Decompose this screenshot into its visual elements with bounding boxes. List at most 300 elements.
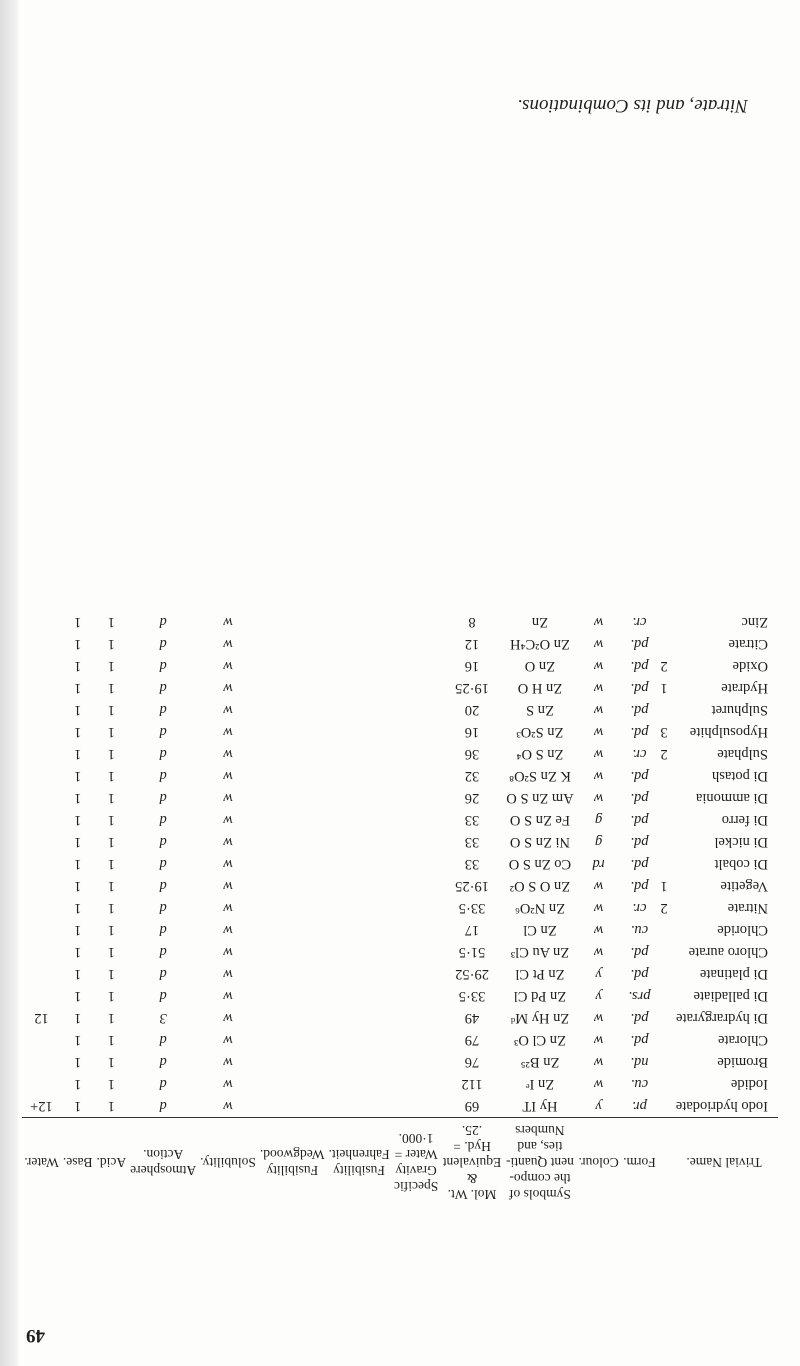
row-specific-gravity	[392, 721, 441, 743]
row-solubility: w	[223, 790, 233, 807]
row-base: 1	[74, 746, 82, 763]
row-fusibility-wedgwood	[258, 633, 327, 655]
row-name: Sulphate	[717, 746, 768, 763]
row-solubility: w	[223, 1098, 233, 1115]
table-header-row	[22, 1118, 778, 1207]
row-form: pd.	[630, 1032, 649, 1049]
row-form: cu.	[630, 1076, 649, 1093]
row-form: nd.	[630, 1054, 649, 1071]
row-form: pd.	[630, 834, 649, 851]
row-atmosphere-action: d	[159, 1098, 167, 1115]
row-acid: 1	[107, 790, 115, 807]
row-acid: 1	[107, 944, 115, 961]
row-form: pd.	[630, 658, 649, 675]
row-name: Di ammonia	[695, 790, 768, 807]
row-colour: w	[593, 900, 604, 917]
row-water	[22, 655, 61, 677]
row-specific-gravity	[392, 1029, 441, 1051]
row-mol-wt: 69	[464, 1098, 480, 1115]
row-fusibility-wedgwood	[258, 655, 327, 677]
row-mol-wt: 79	[464, 1032, 480, 1049]
row-mol-wt: 36	[464, 746, 480, 763]
row-form: pd.	[630, 812, 649, 829]
row-solubility: w	[223, 878, 233, 895]
row-base: 1	[74, 702, 82, 719]
row-name: Hydrate	[721, 680, 768, 697]
row-acid: 1	[107, 812, 115, 829]
row-solubility: w	[223, 702, 233, 719]
row-base: 1	[74, 724, 82, 741]
row-number: 2	[660, 746, 668, 763]
row-symbols: Zn O²C⁴H	[510, 636, 570, 653]
row-fusibility-wedgwood	[258, 985, 327, 1007]
row-name: Di ferro	[721, 812, 768, 829]
row-fusibility-wedgwood	[258, 963, 327, 985]
row-atmosphere-action: d	[159, 658, 167, 675]
row-form: cu.	[630, 922, 649, 939]
row-atmosphere-action: d	[159, 900, 167, 917]
row-water: 12	[34, 1010, 49, 1027]
row-atmosphere-action: d	[159, 636, 167, 653]
row-fusibility	[326, 941, 391, 963]
row-symbols: Zn S	[526, 702, 554, 719]
table-row	[22, 699, 778, 721]
row-colour: rd	[592, 856, 605, 873]
row-specific-gravity	[392, 1095, 441, 1118]
row-water	[22, 853, 61, 875]
header-form: Form.	[621, 1118, 658, 1207]
row-water	[22, 633, 61, 655]
row-atmosphere-action: d	[159, 768, 167, 785]
row-fusibility-wedgwood	[258, 831, 327, 853]
row-water	[22, 743, 61, 765]
row-base: 1	[74, 900, 82, 917]
row-colour: w	[593, 658, 604, 675]
row-fusibility	[326, 1095, 391, 1118]
row-fusibility	[326, 655, 391, 677]
row-mol-wt: 29·52	[455, 966, 489, 983]
row-water	[22, 721, 61, 743]
row-number	[658, 633, 670, 655]
row-solubility: w	[223, 988, 233, 1005]
row-mol-wt: 33·5	[458, 900, 486, 917]
row-number	[658, 853, 670, 875]
row-mol-wt: 33	[464, 812, 480, 829]
header-water: Water.	[22, 1118, 61, 1207]
row-mol-wt: 33·5	[458, 988, 486, 1005]
row-water	[22, 1073, 61, 1095]
row-fusibility	[326, 1007, 391, 1029]
row-number	[658, 765, 670, 787]
table-row	[22, 787, 778, 809]
row-solubility: w	[223, 834, 233, 851]
row-colour: w	[593, 768, 604, 785]
row-specific-gravity	[392, 655, 441, 677]
row-mol-wt: 16	[464, 658, 480, 675]
row-base: 1	[74, 1054, 82, 1071]
row-fusibility-wedgwood	[258, 1073, 327, 1095]
row-water	[22, 941, 61, 963]
row-name: Di nickel	[714, 834, 768, 851]
row-number: 1	[660, 680, 668, 697]
row-base: 1	[74, 680, 82, 697]
row-fusibility	[326, 633, 391, 655]
row-acid: 1	[107, 834, 115, 851]
row-water	[22, 985, 61, 1007]
row-solubility: w	[223, 1076, 233, 1093]
row-solubility: w	[223, 1054, 233, 1071]
table-row	[22, 919, 778, 941]
row-base: 1	[74, 812, 82, 829]
row-water	[22, 919, 61, 941]
row-atmosphere-action: d	[159, 702, 167, 719]
row-form: pd.	[630, 702, 649, 719]
row-base: 1	[74, 1032, 82, 1049]
row-atmosphere-action: d	[159, 966, 167, 983]
chemical-table	[22, 611, 778, 1206]
row-atmosphere-action: d	[159, 746, 167, 763]
row-atmosphere-action: d	[159, 878, 167, 895]
table-row	[22, 721, 778, 743]
row-base: 1	[74, 988, 82, 1005]
row-colour: w	[593, 790, 604, 807]
row-number	[658, 963, 670, 985]
row-symbols: Zn Cl	[523, 922, 557, 939]
row-fusibility	[326, 875, 391, 897]
row-fusibility-wedgwood	[258, 611, 327, 633]
header-trivial-name: Trivial Name.	[670, 1118, 778, 1207]
table-row	[22, 853, 778, 875]
row-number	[658, 1095, 670, 1118]
row-fusibility-wedgwood	[258, 941, 327, 963]
row-number	[658, 831, 670, 853]
row-specific-gravity	[392, 963, 441, 985]
row-acid: 1	[107, 702, 115, 719]
row-acid: 1	[107, 680, 115, 697]
row-number	[658, 941, 670, 963]
row-number	[658, 699, 670, 721]
row-atmosphere-action: d	[159, 790, 167, 807]
table-row	[22, 941, 778, 963]
row-name: Di potash	[712, 768, 768, 785]
row-name: Di platinate	[699, 966, 768, 983]
row-acid: 1	[107, 1032, 115, 1049]
row-colour: w	[593, 1032, 604, 1049]
row-colour: w	[593, 636, 604, 653]
row-colour: y	[595, 988, 602, 1005]
row-symbols: Zn O	[524, 658, 556, 675]
row-fusibility	[326, 765, 391, 787]
row-fusibility-wedgwood	[258, 743, 327, 765]
row-fusibility-wedgwood	[258, 853, 327, 875]
table-row	[22, 809, 778, 831]
row-number	[658, 809, 670, 831]
row-solubility: w	[223, 944, 233, 961]
row-atmosphere-action: d	[159, 1076, 167, 1093]
row-mol-wt: 20	[464, 702, 480, 719]
row-base: 1	[74, 856, 82, 873]
row-mol-wt: 51·5	[458, 944, 486, 961]
row-form: prs.	[628, 988, 651, 1005]
row-fusibility-wedgwood	[258, 919, 327, 941]
row-solubility: w	[223, 614, 233, 631]
group-label: Nitrate, and its Combinations.	[517, 95, 748, 116]
table-row	[22, 765, 778, 787]
row-symbols: Zn Pd Cl	[513, 988, 567, 1005]
row-colour: w	[593, 746, 604, 763]
row-number	[658, 985, 670, 1007]
row-mol-wt: 32	[464, 768, 480, 785]
table-row	[22, 677, 778, 699]
header-fusibility: Fusibility Fahrenheit.	[326, 1118, 391, 1207]
row-specific-gravity	[392, 611, 441, 633]
row-solubility: w	[223, 966, 233, 983]
header-specific-gravity: Specific Gravity Water = 1·000.	[392, 1118, 441, 1207]
row-number	[658, 1007, 670, 1029]
row-symbols: Zn B²⁵	[520, 1054, 560, 1071]
row-symbols: Zn Hy Mᵈ	[510, 1010, 570, 1027]
row-colour: g	[594, 812, 603, 829]
row-mol-wt: 8	[468, 614, 476, 631]
row-symbols: Am Zn S O	[506, 790, 574, 807]
table-body	[22, 611, 778, 1118]
row-acid: 1	[107, 614, 115, 631]
row-symbols: Zn O S O²	[509, 878, 571, 895]
row-symbols: Hy IT	[522, 1098, 558, 1115]
header-mol-wt: Mol. Wt. & Equivalent Hyd. = .25.	[441, 1118, 504, 1207]
table-row	[22, 985, 778, 1007]
table-row	[22, 743, 778, 765]
row-atmosphere-action: d	[159, 812, 167, 829]
row-number: 2	[660, 658, 668, 675]
row-atmosphere-action: d	[159, 1032, 167, 1049]
row-fusibility	[326, 699, 391, 721]
row-specific-gravity	[392, 743, 441, 765]
row-base: 1	[74, 878, 82, 895]
row-symbols: Fe Zn S O	[509, 812, 570, 829]
row-mol-wt: 26	[464, 790, 480, 807]
row-name: Di hydrargyrate	[676, 1010, 768, 1027]
header-atmosphere-action: Atmosphere Action.	[128, 1118, 198, 1207]
row-colour: w	[593, 1054, 604, 1071]
row-colour: w	[593, 614, 604, 631]
row-solubility: w	[223, 746, 233, 763]
row-acid: 1	[107, 724, 115, 741]
row-name: Bromide	[717, 1054, 768, 1071]
table-row	[22, 831, 778, 853]
row-symbols: Zn H O	[517, 680, 563, 697]
row-form: cr.	[632, 746, 647, 763]
row-water	[22, 765, 61, 787]
row-colour: w	[593, 702, 604, 719]
row-solubility: w	[223, 636, 233, 653]
row-fusibility	[326, 809, 391, 831]
header-base: Base.	[61, 1118, 95, 1207]
row-fusibility-wedgwood	[258, 1007, 327, 1029]
table-row	[22, 1051, 778, 1073]
row-colour: w	[593, 680, 604, 697]
row-water	[22, 875, 61, 897]
table-row	[22, 1073, 778, 1095]
row-atmosphere-action: d	[159, 680, 167, 697]
row-fusibility	[326, 1051, 391, 1073]
row-fusibility-wedgwood	[258, 677, 327, 699]
table-row	[22, 633, 778, 655]
row-colour: w	[593, 878, 604, 895]
row-fusibility	[326, 897, 391, 919]
row-colour: w	[593, 944, 604, 961]
row-fusibility-wedgwood	[258, 1051, 327, 1073]
row-form: pd.	[630, 856, 649, 873]
row-water	[22, 699, 61, 721]
row-acid: 1	[107, 922, 115, 939]
table-row	[22, 655, 778, 677]
row-atmosphere-action: d	[159, 944, 167, 961]
row-atmosphere-action: d	[159, 856, 167, 873]
row-solubility: w	[223, 1032, 233, 1049]
row-specific-gravity	[392, 831, 441, 853]
row-colour: w	[593, 1010, 604, 1027]
row-base: 1	[74, 1076, 82, 1093]
row-name: Oxide	[732, 658, 768, 675]
row-specific-gravity	[392, 809, 441, 831]
row-solubility: w	[223, 922, 233, 939]
row-atmosphere-action: d	[159, 922, 167, 939]
table-row	[22, 897, 778, 919]
row-acid: 1	[107, 1054, 115, 1071]
row-fusibility-wedgwood	[258, 809, 327, 831]
row-base: 1	[74, 768, 82, 785]
row-mol-wt: 12	[464, 636, 480, 653]
row-solubility: w	[223, 900, 233, 917]
row-fusibility	[326, 611, 391, 633]
row-name: Iodo hydriodate	[675, 1098, 768, 1115]
row-colour: y	[595, 1098, 602, 1115]
row-mol-wt: 49	[464, 1010, 480, 1027]
row-specific-gravity	[392, 985, 441, 1007]
row-base: 1	[74, 944, 82, 961]
row-name: Di palladiate	[693, 988, 768, 1005]
row-specific-gravity	[392, 787, 441, 809]
row-fusibility	[326, 721, 391, 743]
row-water	[22, 963, 61, 985]
row-number	[658, 611, 670, 633]
row-number	[658, 787, 670, 809]
table-row	[22, 1029, 778, 1051]
header-fusibility-wedgwood: Fusibility Wedgwood.	[258, 1118, 327, 1207]
row-solubility: w	[223, 724, 233, 741]
row-fusibility-wedgwood	[258, 699, 327, 721]
row-fusibility	[326, 963, 391, 985]
table-row	[22, 1095, 778, 1118]
row-acid: 1	[107, 966, 115, 983]
row-symbols: Co Zn S O	[508, 856, 572, 873]
row-fusibility	[326, 677, 391, 699]
row-atmosphere-action: 3	[159, 1010, 167, 1027]
row-symbols: Zn Pt Cl	[515, 966, 565, 983]
row-specific-gravity	[392, 853, 441, 875]
row-atmosphere-action: d	[159, 988, 167, 1005]
page-edge-shadow	[0, 0, 18, 1366]
row-mol-wt: 19·25	[455, 878, 489, 895]
row-acid: 1	[107, 900, 115, 917]
row-fusibility	[326, 1029, 391, 1051]
row-symbols: Ni Zn S O	[509, 834, 570, 851]
row-water	[22, 1051, 61, 1073]
row-acid: 1	[107, 1098, 115, 1115]
row-mol-wt: 17	[464, 922, 480, 939]
row-name: Zinc	[741, 614, 768, 631]
row-specific-gravity	[392, 699, 441, 721]
row-fusibility-wedgwood	[258, 721, 327, 743]
row-acid: 1	[107, 988, 115, 1005]
row-acid: 1	[107, 1010, 115, 1027]
row-mol-wt: 112	[461, 1076, 483, 1093]
table-row	[22, 1007, 778, 1029]
row-fusibility	[326, 831, 391, 853]
row-mol-wt: 33	[464, 834, 480, 851]
row-fusibility	[326, 787, 391, 809]
row-name: Sulphuret	[711, 702, 768, 719]
row-fusibility-wedgwood	[258, 897, 327, 919]
row-fusibility	[326, 743, 391, 765]
row-name: Vegetite	[720, 878, 768, 895]
row-form: pd.	[630, 966, 649, 983]
row-water	[22, 897, 61, 919]
row-water: 12+	[30, 1098, 53, 1115]
row-name: Chlorate	[718, 1032, 768, 1049]
row-base: 1	[74, 834, 82, 851]
row-number: 1	[660, 878, 668, 895]
row-atmosphere-action: d	[159, 614, 167, 631]
row-water	[22, 611, 61, 633]
header-acid: Acid.	[95, 1118, 129, 1207]
row-specific-gravity	[392, 897, 441, 919]
table-row	[22, 611, 778, 633]
row-acid: 1	[107, 856, 115, 873]
row-specific-gravity	[392, 633, 441, 655]
row-base: 1	[74, 636, 82, 653]
row-base: 1	[74, 922, 82, 939]
row-water	[22, 831, 61, 853]
row-water	[22, 809, 61, 831]
row-fusibility-wedgwood	[258, 875, 327, 897]
row-form: pd.	[630, 768, 649, 785]
row-form: cr.	[632, 614, 647, 631]
row-name: Citrate	[728, 636, 768, 653]
row-mol-wt: 33	[464, 856, 480, 873]
row-name: Iodide	[730, 1076, 768, 1093]
row-form: pd.	[630, 878, 649, 895]
row-name: Chloro aurate	[688, 944, 768, 961]
row-solubility: w	[223, 812, 233, 829]
row-form: pd.	[630, 790, 649, 807]
row-atmosphere-action: d	[159, 834, 167, 851]
row-colour: g	[594, 834, 603, 851]
row-fusibility	[326, 853, 391, 875]
row-specific-gravity	[392, 919, 441, 941]
row-solubility: w	[223, 680, 233, 697]
row-symbols: Zn S²O³	[516, 724, 564, 741]
row-symbols: Zn Iᵉ	[525, 1076, 555, 1093]
row-number	[658, 1073, 670, 1095]
row-base: 1	[74, 966, 82, 983]
row-fusibility	[326, 985, 391, 1007]
row-specific-gravity	[392, 941, 441, 963]
row-number	[658, 1029, 670, 1051]
row-name: Di cobalt	[714, 856, 768, 873]
row-form: pd.	[630, 1010, 649, 1027]
